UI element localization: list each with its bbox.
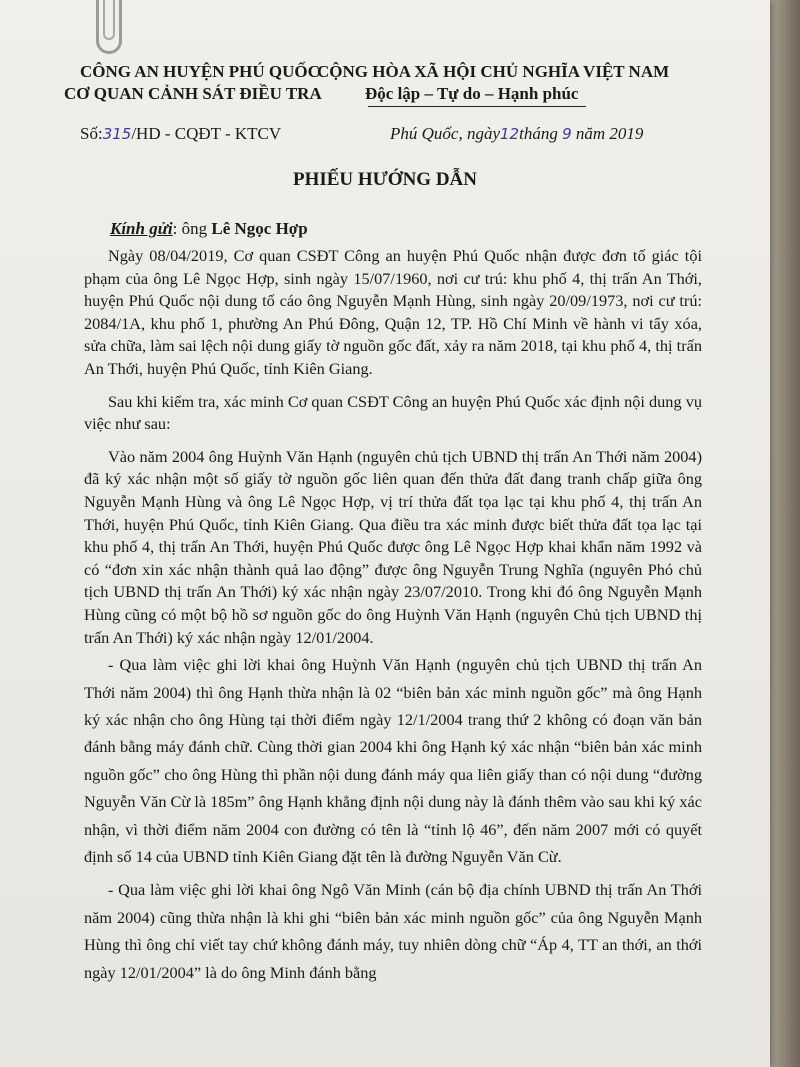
document-body bbox=[84, 245, 702, 992]
nation-motto: Độc lập – Tự do – Hạnh phúc bbox=[365, 84, 579, 103]
date-year: năm 2019 bbox=[575, 124, 644, 143]
date-place: Phú Quốc, ngày bbox=[390, 124, 501, 143]
document-title: PHIẾU HƯỚNG DẪN bbox=[292, 169, 478, 190]
recipient-colon: : bbox=[172, 219, 178, 238]
nation-line-1: CỘNG HÒA XÃ HỘI CHỦ NGHĨA VIỆT NAM bbox=[317, 62, 670, 81]
doc-number-prefix: Số: bbox=[80, 124, 103, 143]
date-month-label: tháng bbox=[519, 124, 558, 143]
doc-number-handwritten: 315 bbox=[102, 125, 132, 143]
paper-clip-inner-icon bbox=[103, 0, 115, 40]
recipient-name: Lê Ngọc Hợp bbox=[211, 219, 308, 238]
doc-number-code: /HD - CQĐT - KTCV bbox=[131, 124, 282, 143]
recipient bbox=[110, 219, 308, 239]
motto-underline bbox=[368, 106, 586, 107]
paragraph-testimony-hanh: - Qua làm việc ghi lời khai ông Huỳnh Văn Hạnh (nguyên chủ tịch UBND thị trấn An Thới năm 2004) thì ông Hạnh thừa nhận là 02 “biên bản xác minh nguồn gốc” mà ông Hạnh ký xác nhận cho ông Hùng tại thời điểm ngày 12/1/2004 trang thứ 2 không có đoạn văn bản đánh bằng máy đánh chữ. Cùng thời gian 2004 khi ông Hạnh ký xác nhận “biên bản xác minh nguồn gốc” cho ông Hùng thì phần nội dung đánh máy qua liên giấy than có nội dung “đường Nguyễn Văn Cừ là 185m” ông Hạnh khẳng định nội dung này là đánh thêm vào sau khi ký xác nhận, vì thời điểm năm 2004 con đường có tên là “tỉnh lộ 46”, đến năm 2007 mới có quyết định số 14 của UBND tỉnh Kiên Giang đặt tên là đường Nguyễn Văn Cừ. bbox=[84, 655, 702, 866]
document-number bbox=[80, 124, 281, 144]
recipient-prefix: ông bbox=[177, 219, 212, 238]
paragraph-complaint: Ngày 08/04/2019, Cơ quan CSĐT Công an huyện Phú Quốc nhận được đơn tố giác tội phạm của ông Lê Ngọc Hợp, sinh ngày 15/07/1960, nơi cư trú: khu phố 4, thị trấn An Thới, huyện Phú Quốc nội dung tố cáo ông Nguyễn Mạnh Hùng, sinh ngày 20/09/1973, nơi cư trú: 2084/1A, khu phố 1, phường An Phú Đông, Quận 12, TP. Hồ Chí Minh về hành vi tẩy xóa, sửa chữa, làm sai lệch nội dung giấy tờ nguồn gốc đất, xảy ra năm 2018, tại khu phố 4, thị trấn An Thới, huyện Phú Quốc, tỉnh Kiên Giang. bbox=[84, 246, 702, 378]
date-month-handwritten: 9 bbox=[562, 125, 572, 143]
agency-line-2: CƠ QUAN CẢNH SÁT ĐIỀU TRA bbox=[64, 84, 322, 103]
date-day-handwritten: 12 bbox=[500, 125, 520, 143]
agency-line-1: CÔNG AN HUYỆN PHÚ QUỐC bbox=[80, 62, 320, 81]
paragraph-background: Vào năm 2004 ông Huỳnh Văn Hạnh (nguyên chủ tịch UBND thị trấn An Thới năm 2004) đã ký xác nhận một số giấy tờ nguồn gốc liên quan đến thửa đất đang tranh chấp giữa ông Nguyễn Mạnh Hùng và ông Lê Ngọc Hợp, vị trí thửa đất tọa lạc tại khu phố 4, thị trấn An Thới, huyện Phú Quốc, tỉnh Kiên Giang. Qua điều tra xác minh được biết thửa đất tọa lạc tại khu phố 4, thị trấn An Thới, huyện Phú Quốc được ông Lê Ngọc Hợp khai khẩn năm 1992 và có “đơn xin xác nhận thành quả lao động” được ông Nguyễn Trung Nghĩa (nguyên Phó chủ tịch UBND thị trấn An Thới) ký xác nhận ngày 23/07/2010. Trong khi đó ông Nguyễn Mạnh Hùng cũng có một bộ hồ sơ nguồn gốc do ông Huỳnh Văn Hạnh (nguyên Chủ tịch UBND thị trấn An Thới) ký xác nhận ngày 12/01/2004. bbox=[84, 446, 702, 647]
recipient-label: Kính gửi bbox=[110, 219, 173, 238]
paragraph-testimony-minh: - Qua làm việc ghi lời khai ông Ngô Văn Minh (cán bộ địa chính UBND thị trấn An Thới năm 2004) cũng thừa nhận là khi ghi “biên bản xác minh nguồn gốc” của ông Nguyễn Mạnh Hùng thì ông chỉ viết tay chứ không đánh máy, tuy nhiên dòng chữ “Áp 4, TT an thới, an thới ngày 12/01/2004” là do ông Minh đánh bằng bbox=[84, 880, 702, 982]
paragraph-verification: Sau khi kiểm tra, xác minh Cơ quan CSĐT Công an huyện Phú Quốc xác định nội dung vụ việc như sau: bbox=[84, 391, 702, 434]
document-date bbox=[390, 124, 643, 144]
